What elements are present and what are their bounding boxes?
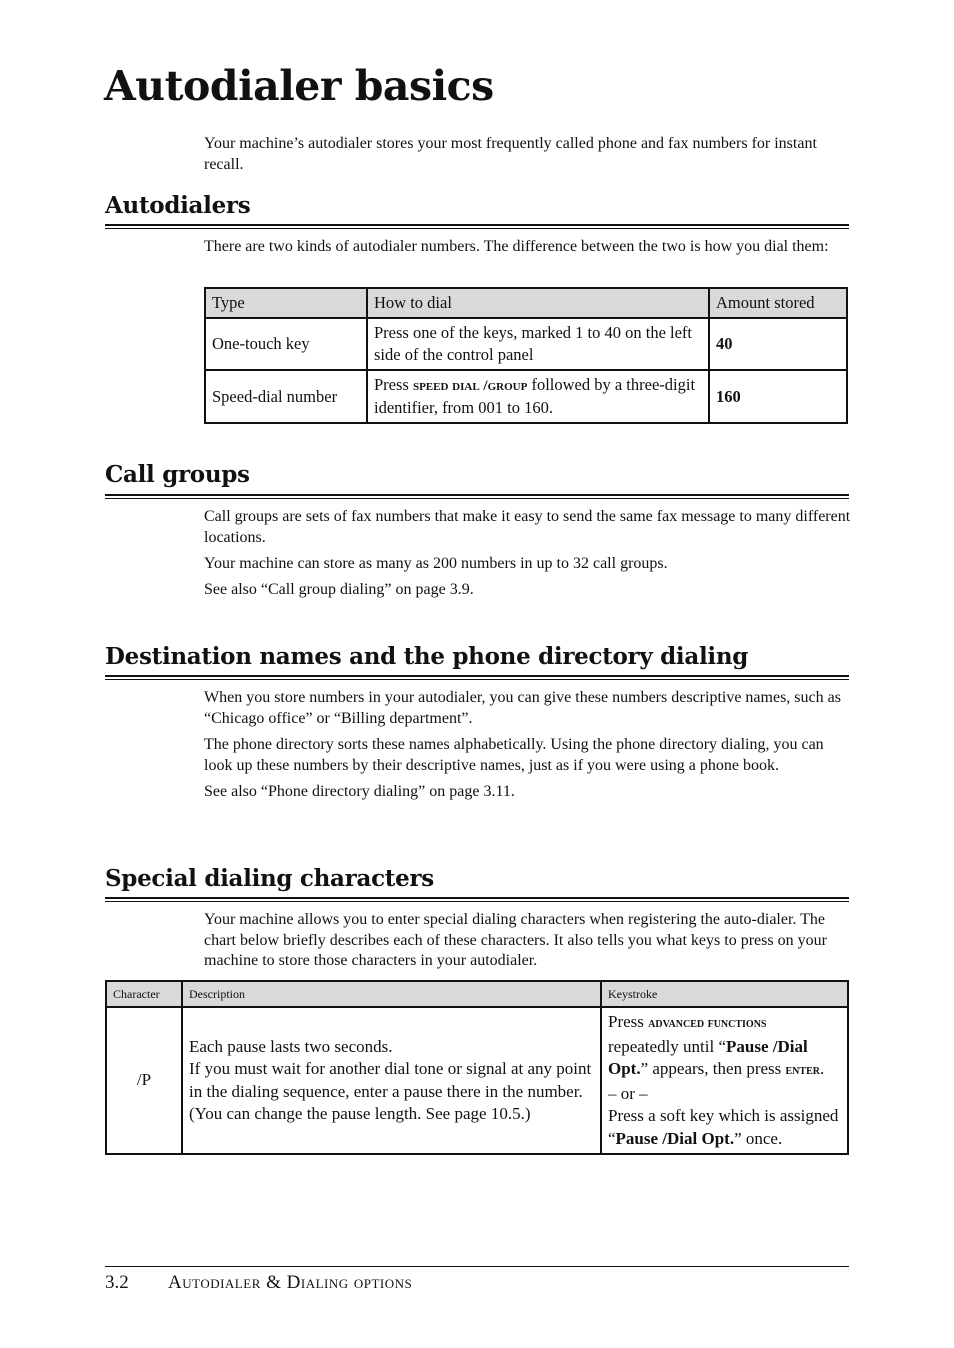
cell-type: One-touch key	[205, 318, 367, 370]
heading-call-groups: Call groups	[105, 461, 250, 488]
heading-destination-names: Destination names and the phone directory dialing	[105, 643, 749, 670]
autodialer-types-table	[204, 287, 848, 424]
page-number: 3.2	[105, 1272, 129, 1293]
column-header: How to dial	[367, 288, 709, 318]
destination-names-text: When you store numbers in your autodialer, you can give these numbers descriptive names, such as “Chicago office” or “Billing department”. The phone directory sorts these names alphabetically. Using the phone directory dialing, you can look up these numbers by their descriptive names, just as if you were using a phone book. See also “Phone directory dialing” on page 3.11.	[204, 689, 841, 800]
column-header: Character	[106, 981, 182, 1007]
column-header: Amount stored	[709, 288, 847, 318]
chapter-title: Autodialer & Dialing options	[168, 1272, 413, 1293]
cell-how: Press speed dial /group followed by a three-digit identifier, from 001 to 160.	[367, 370, 709, 423]
key-name: enter	[785, 1063, 820, 1078]
section-rule	[105, 494, 849, 496]
page-footer	[105, 1272, 413, 1294]
heading-autodialers: Autodialers	[105, 192, 251, 219]
heading-special-characters: Special dialing characters	[105, 865, 434, 892]
footer-rule	[105, 1266, 849, 1267]
cell-keystroke: Press advanced functions repeatedly until “Pause /Dial Opt.” appears, then press enter. – or – Press a soft key which is assigned “Pause /Dial Opt.” once.	[601, 1007, 848, 1154]
special-characters-text: Your machine allows you to enter special dialing characters when registering the auto-dialer. The chart below briefly describes each of these characters. It also tells you what keys to press on your machine to store those characters in your autodialer.	[204, 911, 827, 969]
call-groups-text: Call groups are sets of fax numbers that make it easy to send the same fax message to many different locations. Your machine can store as many as 200 numbers in up to 32 call groups. See also “Call group dialing” on page 3.9.	[204, 508, 851, 598]
section-rule	[105, 224, 849, 226]
table-header-row	[106, 981, 848, 1007]
autodialers-text: There are two kinds of autodialer numbers. The difference between the two is how you dial them:	[204, 238, 829, 255]
intro-text: Your machine’s autodialer stores your most frequently called phone and fax numbers for instant recall.	[204, 135, 817, 173]
table-row	[106, 1007, 848, 1154]
cell-type: Speed-dial number	[205, 370, 367, 423]
page-title: Autodialer basics	[104, 62, 494, 110]
cell-how: Press one of the keys, marked 1 to 40 on the left side of the control panel	[367, 318, 709, 370]
key-name: speed dial /group	[412, 378, 528, 394]
key-name: advanced functions	[648, 1016, 767, 1031]
cell-amount: 40	[709, 318, 847, 370]
special-characters-table	[105, 980, 849, 1155]
column-header: Keystroke	[601, 981, 848, 1007]
cell-character: /P	[106, 1007, 182, 1154]
table-header-row	[205, 288, 847, 318]
cell-amount: 160	[709, 370, 847, 423]
cell-description: Each pause lasts two seconds. If you must wait for another dial tone or signal at any point in the dialing sequence, enter a pause there in the number. (You can change the pause length. See page 10.5.)	[182, 1007, 601, 1154]
column-header: Type	[205, 288, 367, 318]
section-rule	[105, 897, 849, 899]
section-rule	[105, 675, 849, 677]
column-header: Description	[182, 981, 601, 1007]
table-row	[205, 318, 847, 370]
table-row	[205, 370, 847, 423]
